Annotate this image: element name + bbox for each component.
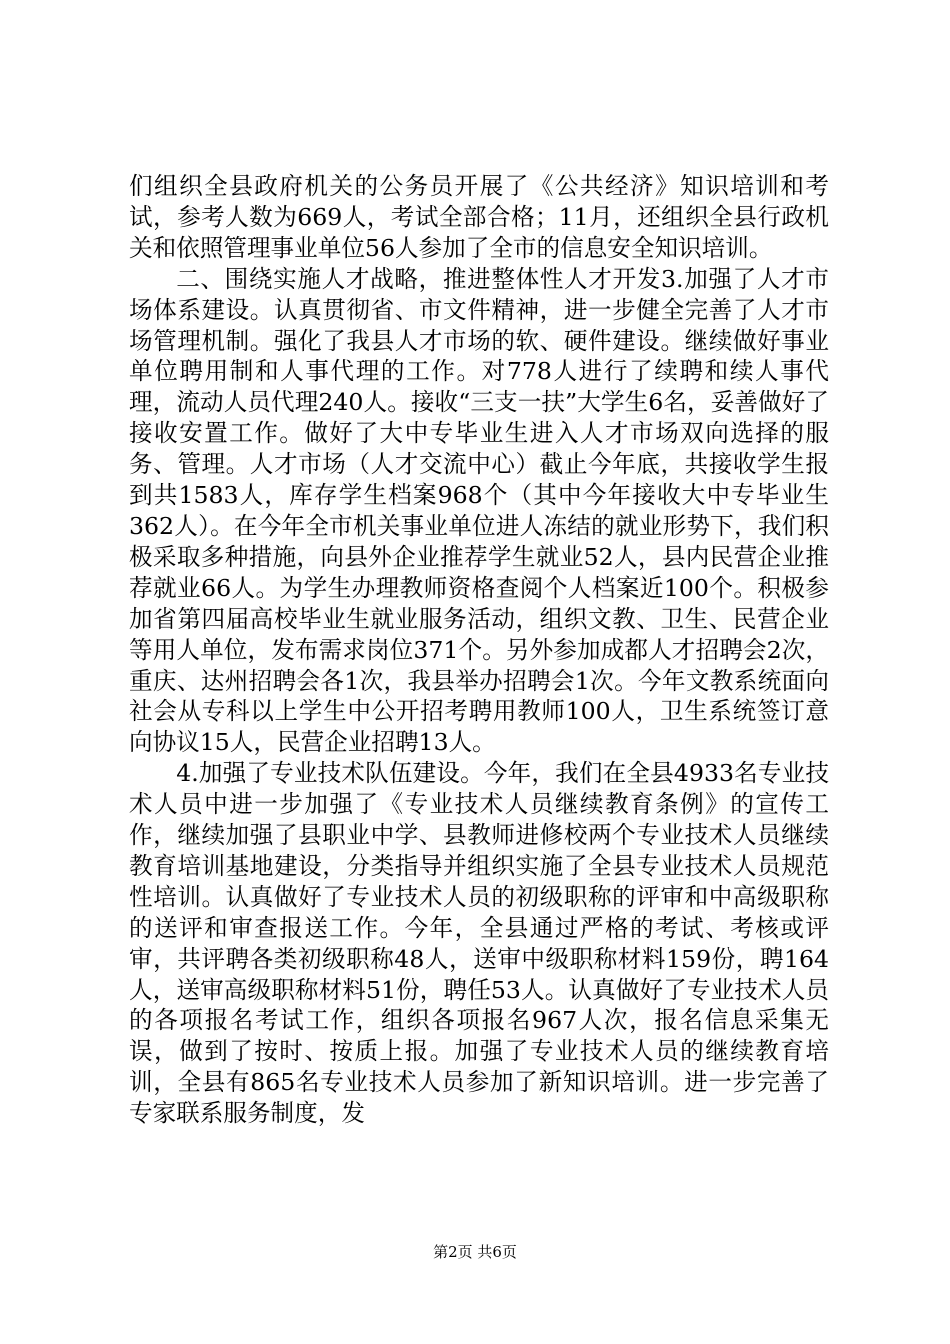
page-footer: 第2页 共6页 (433, 1243, 517, 1261)
document-body (129, 171, 829, 1129)
paragraph-technical-team: 4.加强了专业技术队伍建设。今年，我们在全县4933名专业技术人员中进一步加强了《专业技术人员继续教育条例》的宣传工作，继续加强了县职业中学、县教师进修校两个专业技术人员继续教育培训基地建设，分类指导并组织实施了全县专业技术人员规范性培训。认真做好了专业技术人员的初级职称的评审和中高级职称的送评和审查报送工作。今年，全县通过严格的考试、考核或评审，共评聘各类初级职称48人，送审中级职称材料159份，聘164人，送审高级职称材料51份，聘任53人。认真做好了专业技术人员的各项报名考试工作，组织各项报名967人次，报名信息采集无误，做到了按时、按质上报。加强了专业技术人员的继续教育培训，全县有865名专业技术人员参加了新知识培训。进一步完善了专家联系服务制度，发 (129, 759, 829, 1128)
paragraph-talent-strategy: 二、围绕实施人才战略，推进整体性人才开发3.加强了人才市场体系建设。认真贯彻省、市文件精神，进一步健全完善了人才市场管理机制。强化了我县人才市场的软、硬件建设。继续做好事业单位聘用制和人事代理的工作。对778人进行了续聘和续人事代理，流动人员代理240人。接收“三支一扶”大学生6名，妥善做好了接收安置工作。做好了大中专毕业生进入人才市场双向选择的服务、管理。人才市场（人才交流中心）截止今年底，共接收学生报到共1583人，库存学生档案968个（其中今年接收大中专毕业生362人）。在今年全市机关事业单位进人冻结的就业形势下，我们积极采取多种措施，向县外企业推荐学生就业52人，县内民营企业推荐就业66人。为学生办理教师资格查阅个人档案近100个。积极参加省第四届高校毕业生就业服务活动，组织文教、卫生、民营企业等用人单位，发布需求岗位371个。另外参加成都人才招聘会2次，重庆、达州招聘会各1次，我县举办招聘会1次。今年文教系统面向社会从专科以上学生中公开招考聘用教师100人，卫生系统签订意向协议15人，民营企业招聘13人。 (129, 264, 829, 757)
paragraph-continuation: 们组织全县政府机关的公务员开展了《公共经济》知识培训和考试，参考人数为669人，考试全部合格；11月，还组织全县行政机关和依照管理事业单位56人参加了全市的信息安全知识培训。 (129, 172, 829, 262)
